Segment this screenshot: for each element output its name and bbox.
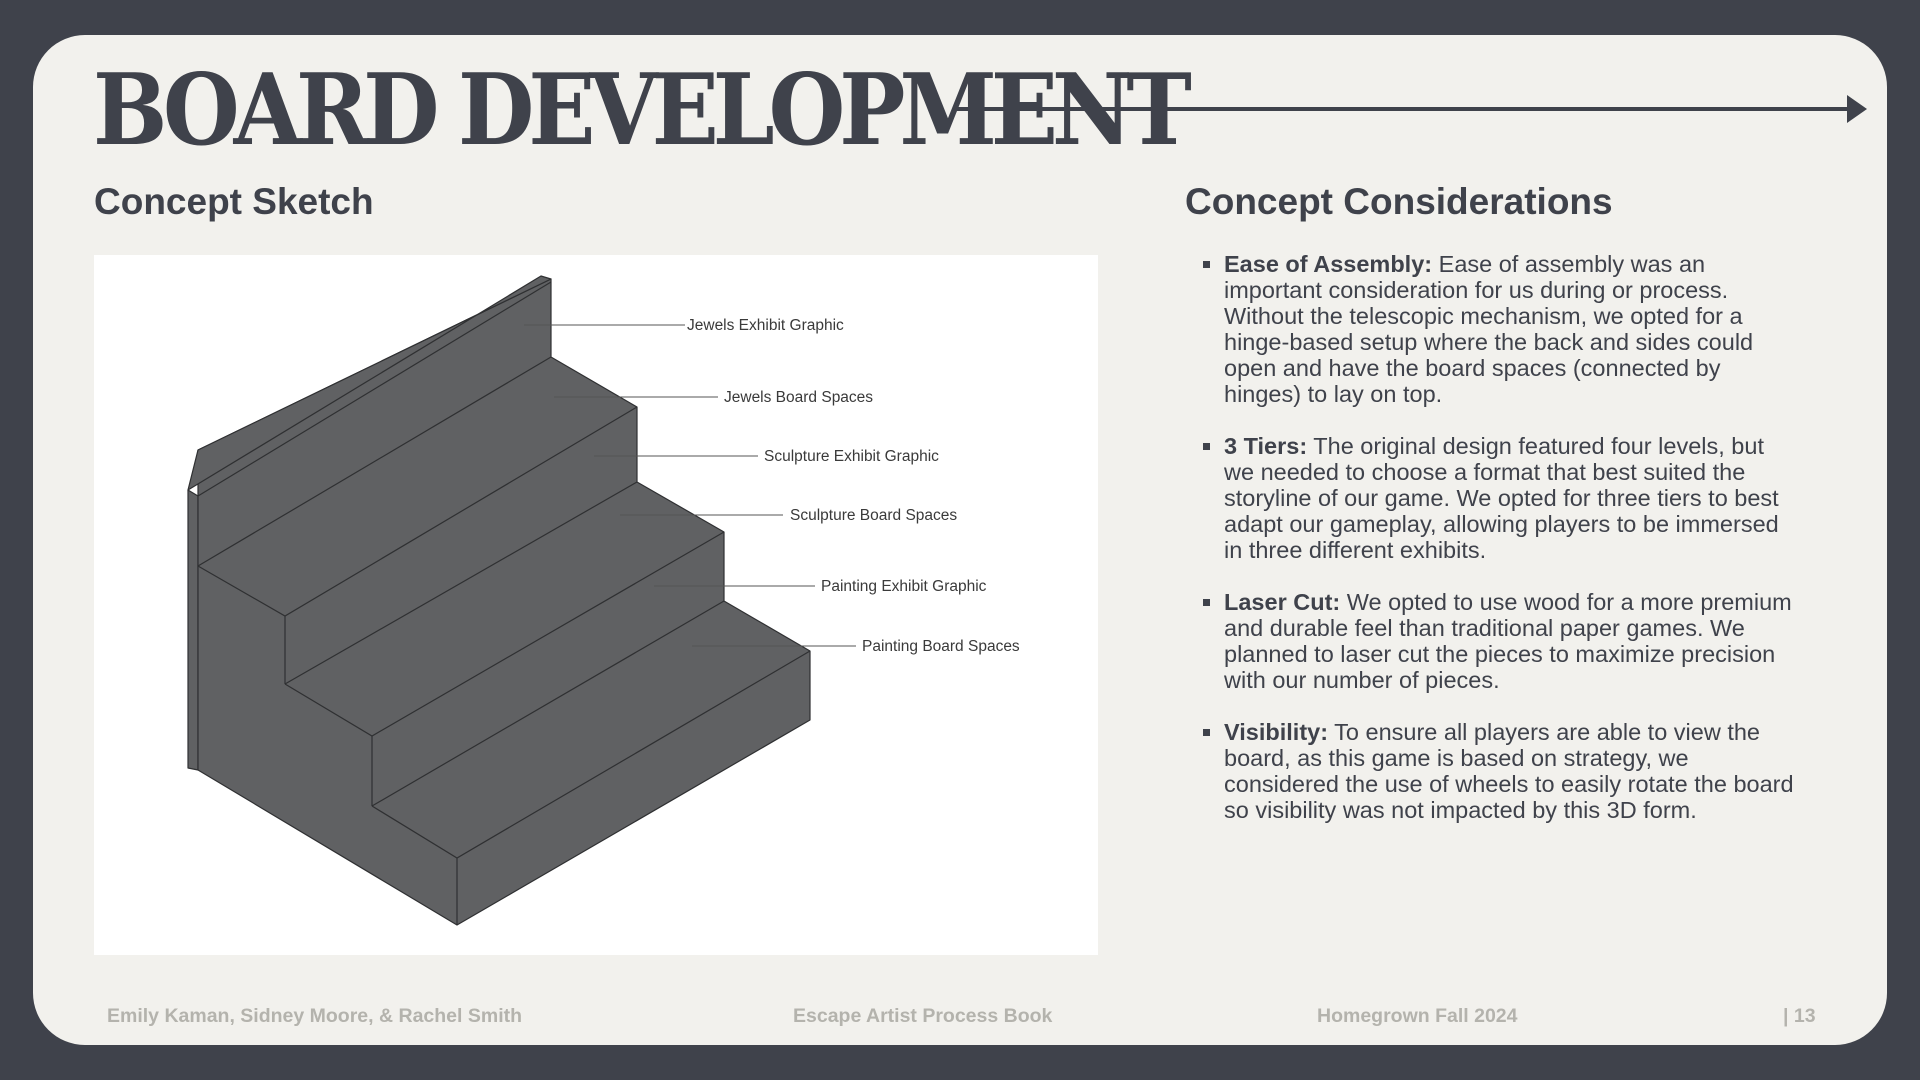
bullet-square-icon <box>1203 599 1210 606</box>
arrow-right-icon <box>951 93 1871 133</box>
footer-term: Homegrown Fall 2024 <box>1317 1005 1518 1027</box>
board-left-side <box>188 490 198 770</box>
consideration-text: To ensure all players are able to view the board, as this game is based on strategy, we considered the use of wheels to easily rotate the board so visibility was not impacted by this 3D form. <box>1224 719 1794 823</box>
considerations-list <box>1200 251 1800 849</box>
concept-considerations-heading: Concept Considerations <box>1185 181 1613 222</box>
bullet-square-icon <box>1203 261 1210 268</box>
consideration-label: Laser Cut: <box>1224 589 1341 615</box>
list-item <box>1200 589 1800 693</box>
page-number: | 13 <box>1783 1005 1816 1027</box>
concept-sketch-image <box>94 255 1098 955</box>
consideration-label: Visibility: <box>1224 719 1329 745</box>
callout-sculpture-exhibit-graphic: Sculpture Exhibit Graphic <box>764 448 939 465</box>
list-item <box>1200 719 1800 823</box>
list-item <box>1200 251 1800 407</box>
callout-painting-board-spaces: Painting Board Spaces <box>862 638 1020 655</box>
slide-card <box>33 35 1887 1045</box>
consideration-text: Ease of assembly was an important consideration for us during or process. Without the telescopic mechanism, we opted for a hinge-based setup where the back and sides could open and have the board spaces (connected by hinges) to lay on top. <box>1224 251 1754 407</box>
list-item <box>1200 433 1800 563</box>
bullet-square-icon <box>1203 443 1210 450</box>
footer-book-title: Escape Artist Process Book <box>793 1005 1053 1027</box>
footer-authors: Emily Kaman, Sidney Moore, & Rachel Smith <box>107 1005 523 1027</box>
callout-jewels-exhibit-graphic: Jewels Exhibit Graphic <box>687 317 844 334</box>
concept-sketch-heading: Concept Sketch <box>94 181 374 222</box>
consideration-label: 3 Tiers: <box>1224 433 1308 459</box>
page-title: BOARD DEVELOPMENT <box>93 51 1186 168</box>
consideration-label: Ease of Assembly: <box>1224 251 1433 277</box>
board-body <box>198 279 810 925</box>
bullet-square-icon <box>1203 729 1210 736</box>
tiered-board-sketch <box>94 255 1098 955</box>
consideration-text: We opted to use wood for a more premium and durable feel than traditional paper games. We planned to laser cut the pieces to maximize precision with our number of pieces. <box>1224 589 1792 693</box>
callout-sculpture-board-spaces: Sculpture Board Spaces <box>790 507 958 524</box>
callout-jewels-board-spaces: Jewels Board Spaces <box>724 389 874 406</box>
callout-painting-exhibit-graphic: Painting Exhibit Graphic <box>821 578 987 595</box>
consideration-text: The original design featured four levels, but we needed to choose a format that best suited the storyline of our game. We opted for three tiers to best adapt our gameplay, allowing players to be immersed in three different exhibits. <box>1224 433 1779 563</box>
